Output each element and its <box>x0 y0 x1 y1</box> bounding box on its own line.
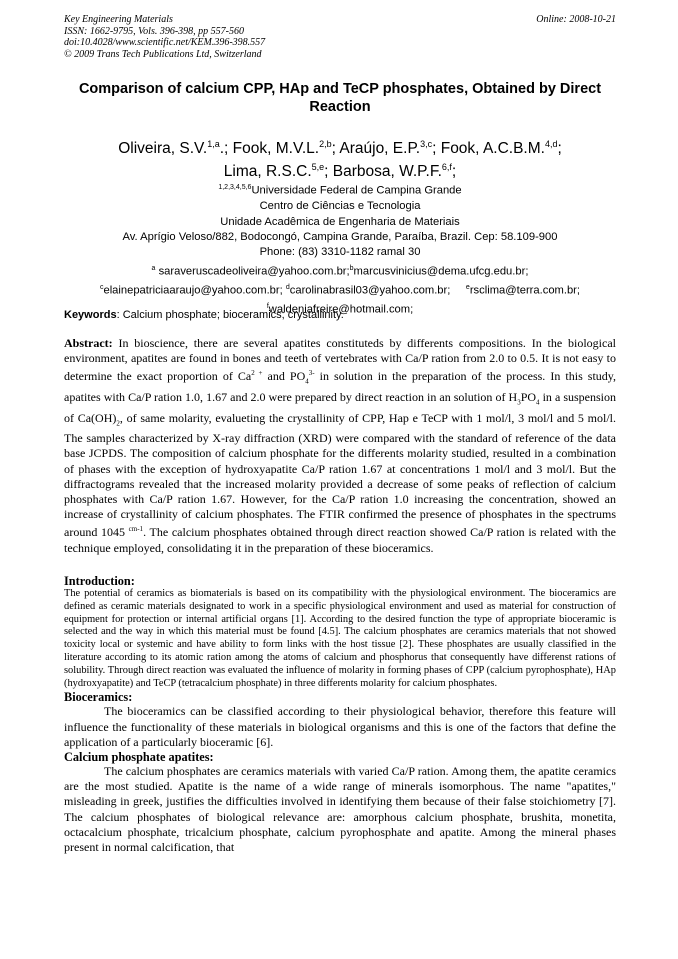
email-sup: e <box>465 283 470 291</box>
email-a[interactable]: saraveruscadeoliveira@yahoo.com.br; <box>158 265 350 278</box>
author-text: ; Araújo, E.P. <box>331 140 421 158</box>
abstract-paragraph <box>64 336 616 556</box>
paper-title: Comparison of calcium CPP, HAp and TeCP phosphates, Obtained by Direct Reaction <box>78 81 602 115</box>
abstract-text: In bioscience, there are several apatites constituteds by differents compositions. In the biological environment, apatites are found in bones and teeth of vertebrates with Ca/P ration from 2.0 to 0.5. It is not easy to determine the exact proportion of Ca <box>64 336 616 384</box>
abstract-sup: 2 + <box>251 369 263 378</box>
author-text: Lima, R.S.C. <box>223 163 312 181</box>
apatites-heading: Calcium phosphate apatites: <box>64 749 214 764</box>
email-sup: a <box>151 264 156 272</box>
keywords-text: : Calcium phosphate; bioceramics; crystallinity. <box>116 309 344 321</box>
affiliation-unit: Unidade Acadêmica de Engenharia de Materiais <box>220 215 460 228</box>
author-text: ; <box>451 163 457 181</box>
abstract-text: , of same molarity, evalueting the crystallinity of CPP, Hap e TeCP with 1 mol/l, 3 mol/l and 5 mol/l. The samples characterized by X-ray diffraction (XRD) were compared with the standard of reference of the data base JCPDS. The composition of calcium phosphate for the differents molarity studied, resulted in a combination of phases with the exception of hydroxyapatite Ca/P ration 1.67 at concentrations 1 mol/l and 3 mol/l. But the diffractograms revealed that the increased molarity provided a decrease of some peaks of reflection of calcium phosphates with Ca/P ration 1.67. However, for the Ca/P ration 1.0 increasing the concentration, showed an increase of crystallinity of calcium phosphates. The FTIR confirmed the presence of phosphates in the spectrums around 1045 <box>64 410 616 540</box>
affiliation-block <box>64 180 616 318</box>
author-list <box>64 135 616 181</box>
bioceramics-text: The bioceramics can be classified according to their physiological behavior, therefore this feature will influence the functionality of these materials in biological organisms and this is one of the factors that define the application of a particularly bioceramic [6]. <box>64 704 616 749</box>
affiliation-university <box>64 180 616 199</box>
author-sup: 6,f <box>441 162 452 173</box>
author-sup: 5,e <box>311 162 325 173</box>
abstract-text: and PO <box>262 369 306 384</box>
author-sup: 1,a <box>207 139 220 149</box>
author-text: ; Fook, A.C.B.M. <box>432 140 545 158</box>
keywords-line <box>64 308 616 322</box>
email-d[interactable]: carolinabrasil03@yahoo.com.br; <box>289 284 451 297</box>
online-date: Online: 2008-10-21 <box>536 14 616 25</box>
email-sup: c <box>99 283 104 291</box>
introduction-text: The potential of ceramics as biomaterials is based on its compatibility with the physiological environment. The bioceramics are defined as ceramic materials designated to work in a specific physiological environment and used as material for construction of equipment for protection or internal artificial organs [1]. According to the desired function the type of appropriate bioceramic is selected and the way in which this material must be found [4.5]. The calcium phosphates are ceramics materials that not showed toxicity local or systemic and have ability to form links with the host tissue [2]. These phosphates are usually classified in the literature according to its atomic ration among the atoms of calcium and phosphorus that consequently have differenst rations of solubility. Through direct reaction was evaluated the influence of molarity in forming phases of CPP (calcium pyrophosphate), HAp (hydroxyapatite) and TeCP (tetracalcium phosphate) in three differents molarity for calcium phosphates. <box>64 588 616 689</box>
affiliation-phone: Phone: (83) 3310-1182 ramal 30 <box>259 246 421 259</box>
journal-header <box>64 14 616 60</box>
journal-name: Key Engineering Materials <box>64 14 173 25</box>
doi-line: doi:10.4028/www.scientific.net/KEM.396-398.557 <box>64 37 266 48</box>
affiliation-address: Av. Aprígio Veloso/882, Bodocongó, Campina Grande, Paraíba, Brazil. Cep: 58.109-900 <box>122 230 558 243</box>
bioceramics-heading: Bioceramics: <box>64 690 133 705</box>
author-text: ; Barbosa, W.P.F. <box>324 163 442 181</box>
author-text: .; Fook, M.V.L. <box>219 140 320 158</box>
email-line-2 <box>64 280 616 299</box>
abstract-sub: 2 <box>116 418 120 427</box>
email-sup: b <box>349 264 354 272</box>
email-c[interactable]: elainepatriciaaraujo@yahoo.com.br; <box>103 284 283 297</box>
author-line-1 <box>64 135 616 158</box>
author-line-2 <box>64 158 616 181</box>
author-sup: 2,b <box>319 139 332 149</box>
affiliation-sup: 1,2,3,4,5,6 <box>218 184 252 191</box>
keywords-label: Keywords <box>64 309 117 321</box>
copyright-line: © 2009 Trans Tech Publications Ltd, Switzerland <box>64 48 262 60</box>
author-sup: 4,d <box>544 139 558 149</box>
author-text: Oliveira, S.V. <box>118 140 208 158</box>
affiliation-center: Centro de Ciências e Tecnologia <box>259 200 421 213</box>
apatites-text: The calcium phosphates are ceramics materials with varied Ca/P ration. Among them, the apatite ceramics are the most studied. Apatite is the name of a wide range of minerals isomorphous. The name "apatites," misleading in greek, justifies the difficulties involved in identifying them because of their false stoichiometry [7]. The calcium phosphates of biological relevance are: amorphous calcium phosphate, brushita, monetita, octacalcium phosphate, tricalcium phosphate, calcium pyrophosphate and apatite. Among the mineral phases present in normal calcification, that <box>64 763 616 854</box>
introduction-heading: Introduction: <box>64 574 135 588</box>
abstract-sub: 4 <box>305 377 309 386</box>
email-e[interactable]: rsclima@terra.com.br; <box>469 284 581 297</box>
abstract-sup: 3- <box>308 369 315 378</box>
issn-line: ISSN: 1662-9795, Vols. 396-398, pp 557-560 <box>64 25 244 37</box>
body-sections <box>64 574 616 855</box>
abstract-text: in a suspension of Ca(OH) <box>64 390 616 425</box>
abstract-text: PO <box>520 390 537 404</box>
email-f[interactable]: waldeniafreire@hotmail.com; <box>268 303 414 316</box>
abstract-sub: 3 <box>517 398 521 407</box>
abstract-text: in solution in the preparation of the process. In this study, apatites with Ca/P ration 1.0, 1.67 and 2.0 were prepared by direct reaction in an solution of H <box>64 369 617 404</box>
email-b[interactable]: marcusvinicius@dema.ufcg.edu.br; <box>353 265 529 278</box>
email-sup: d <box>285 283 290 291</box>
abstract-text: . The calcium phosphates obtained through direct reaction showed Ca/P ration is related with the technique employed, consolidating it in the preparation of these bioceramics. <box>64 525 616 555</box>
university-name: Universidade Federal de Campina Grande <box>251 184 462 197</box>
email-sup: f <box>266 303 269 311</box>
abstract-label: Abstract: <box>64 336 113 350</box>
author-text: ; <box>557 140 562 158</box>
abstract-sub: 4 <box>536 398 540 407</box>
author-sup: 3,c <box>420 139 433 149</box>
abstract-sup: cm-1 <box>128 525 144 534</box>
email-line-1 <box>64 261 616 280</box>
